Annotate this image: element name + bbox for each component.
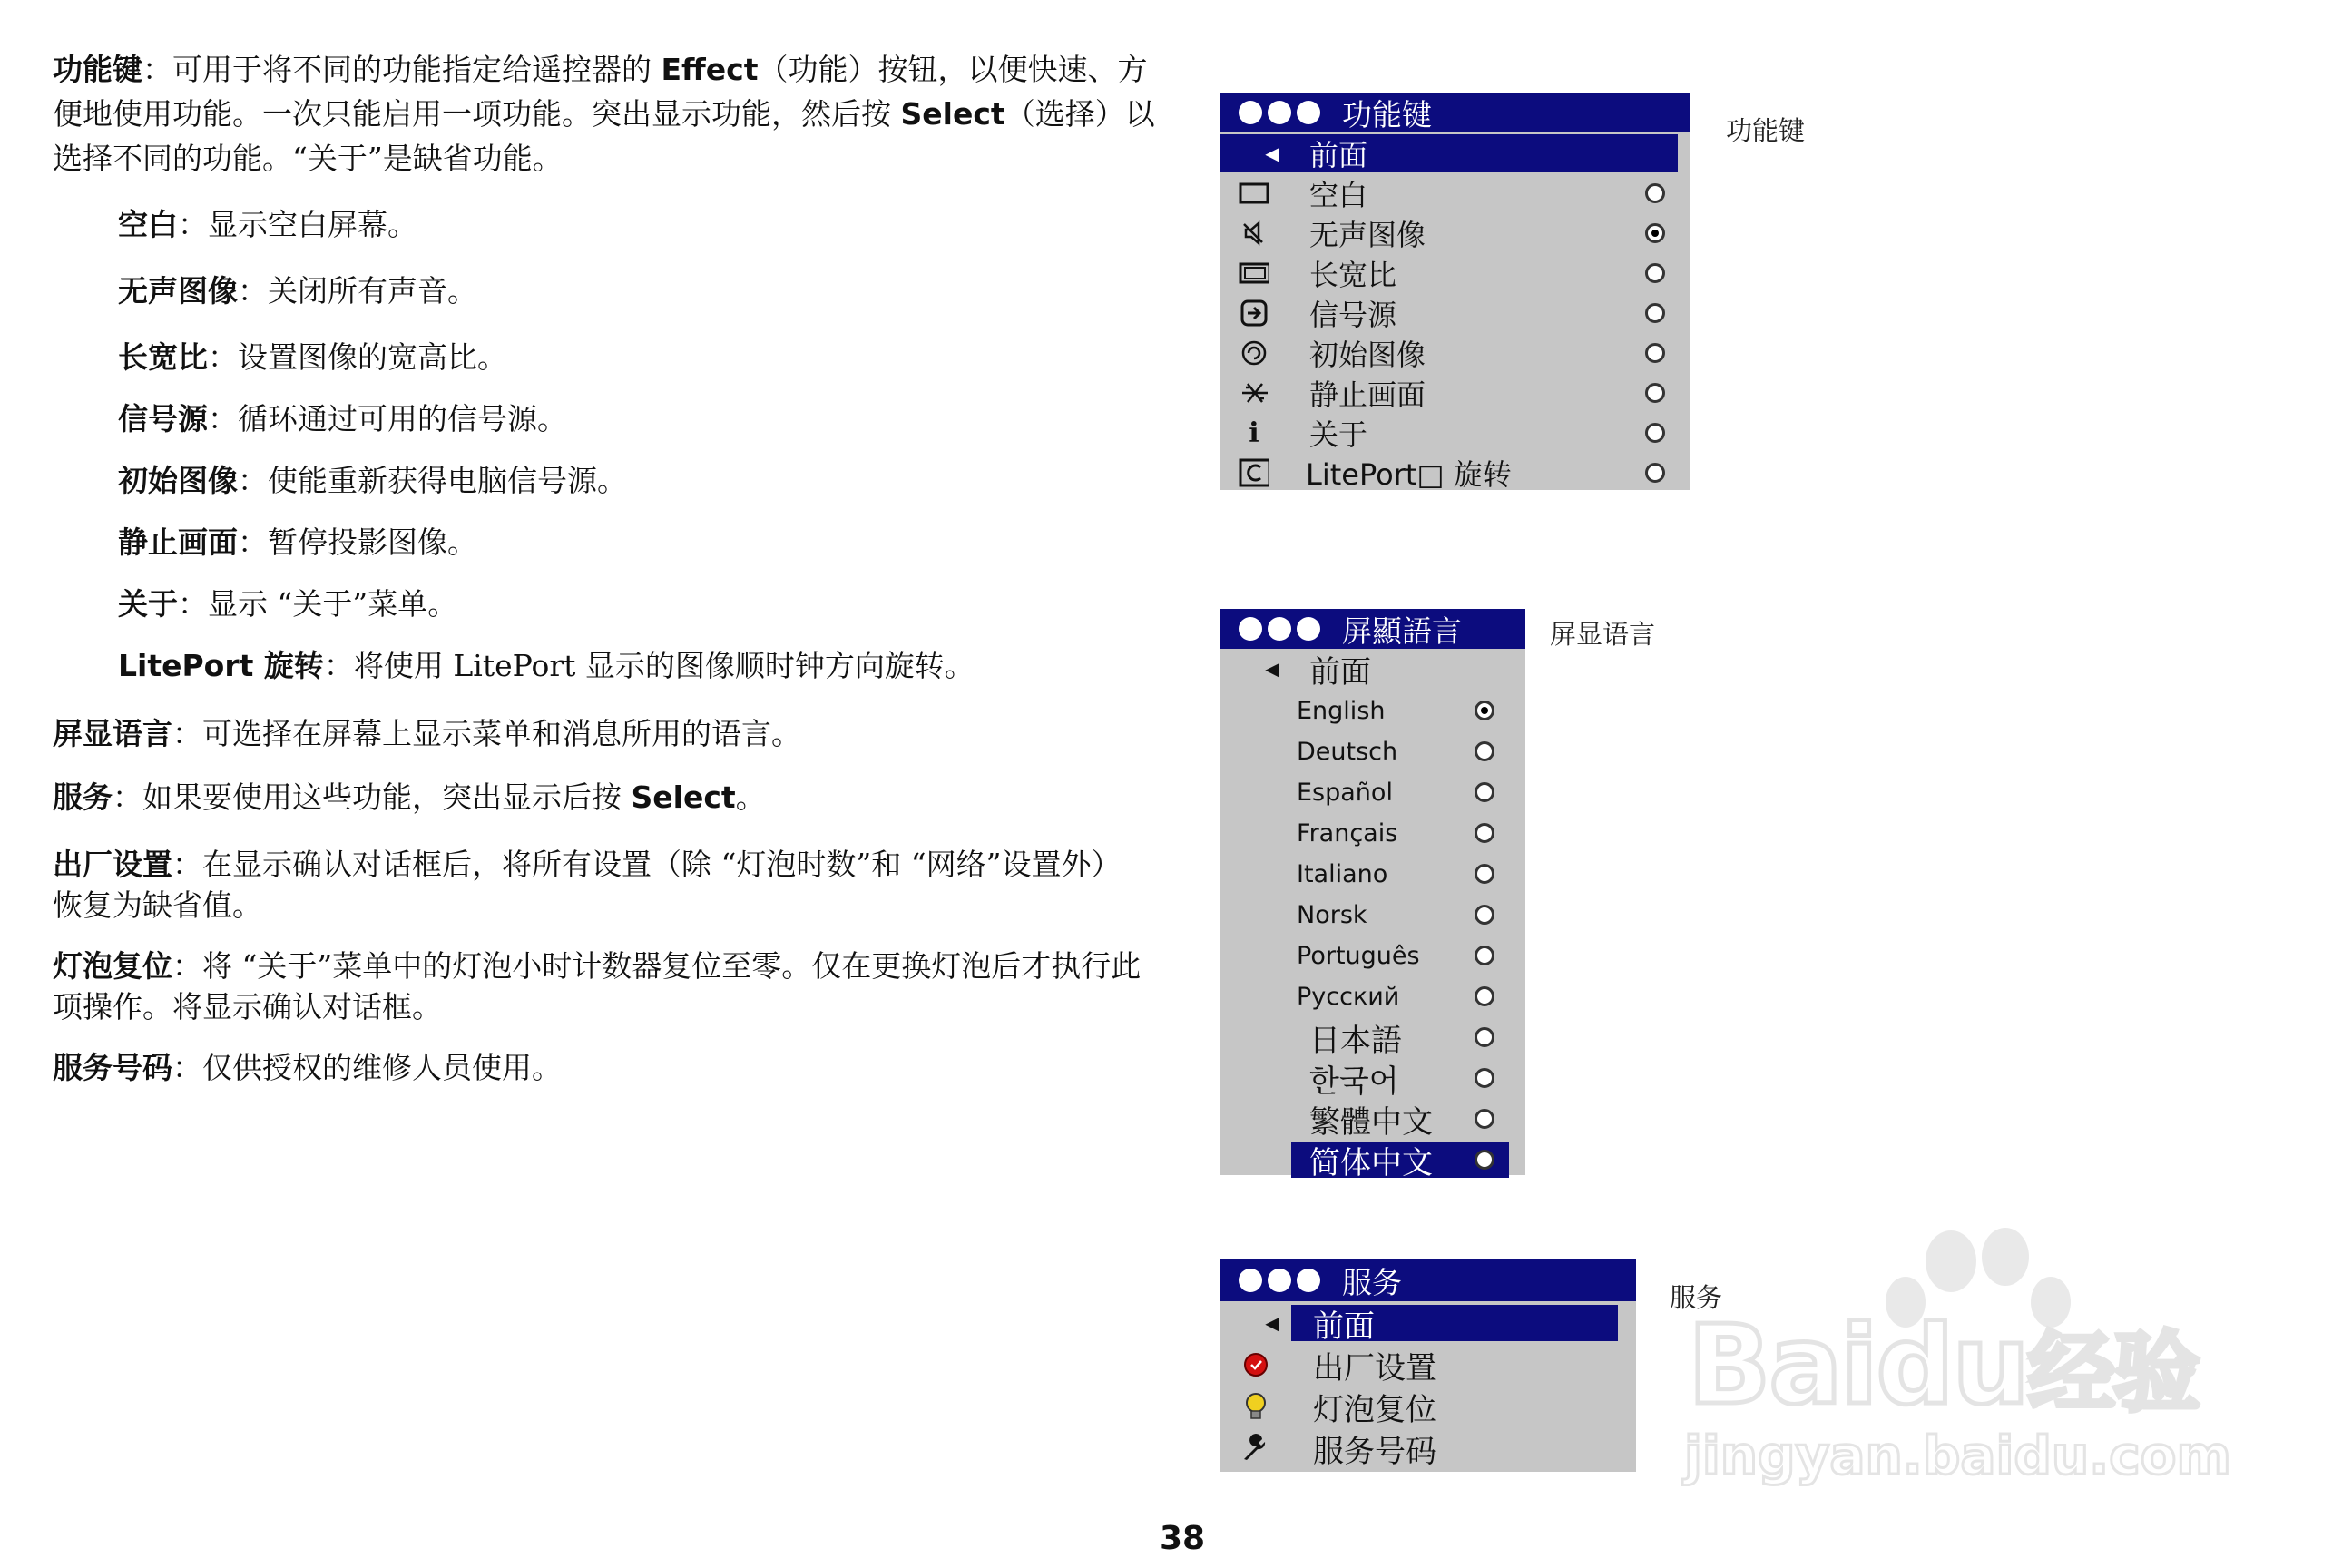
menu-item-lamp-reset[interactable] bbox=[1220, 1387, 1636, 1426]
colon: ： bbox=[178, 207, 208, 242]
radio-button[interactable] bbox=[1645, 383, 1665, 403]
term: 出厂设置 bbox=[53, 847, 172, 882]
radio-button[interactable] bbox=[1475, 1068, 1494, 1088]
menu-item-label: 关于 bbox=[1309, 417, 1368, 452]
menu-item-auto-image[interactable] bbox=[1220, 333, 1690, 373]
menu-item-label: 服务号码 bbox=[1313, 1433, 1436, 1470]
menu-item-mute[interactable] bbox=[1220, 213, 1690, 253]
language-label: 繁體中文 bbox=[1309, 1103, 1433, 1141]
menu-item-service-code[interactable] bbox=[1220, 1428, 1636, 1468]
desc: 关闭所有声音。 bbox=[268, 273, 477, 309]
language-label: Español bbox=[1297, 778, 1393, 807]
term: 无声图像 bbox=[118, 273, 238, 309]
language-label: Français bbox=[1297, 818, 1398, 848]
language-option[interactable] bbox=[1220, 1140, 1525, 1180]
colon: ： bbox=[238, 524, 268, 560]
radio-button[interactable] bbox=[1475, 741, 1494, 761]
term-effect-key: 功能键 bbox=[53, 52, 142, 87]
menu-item-aspect[interactable] bbox=[1220, 253, 1690, 293]
menu-item-label: 前面 bbox=[1313, 1308, 1375, 1345]
brand-part: 经验 bbox=[2027, 1322, 2199, 1424]
language-option[interactable] bbox=[1220, 854, 1525, 894]
effect-key-menu bbox=[1220, 93, 1690, 490]
radio-button[interactable] bbox=[1475, 1150, 1494, 1170]
radio-button[interactable] bbox=[1645, 343, 1665, 363]
desc: 显示 “关于”菜单。 bbox=[208, 586, 458, 622]
menu-title-bar bbox=[1220, 1259, 1636, 1301]
menu-item-back[interactable] bbox=[1220, 1303, 1636, 1343]
language-label: Italiano bbox=[1297, 859, 1388, 888]
language-option[interactable] bbox=[1220, 1017, 1525, 1057]
menu-item-back[interactable] bbox=[1220, 133, 1690, 173]
desc: 循环通过可用的信号源。 bbox=[238, 401, 567, 436]
language-option[interactable] bbox=[1220, 895, 1525, 935]
term: LitePort 旋转 bbox=[118, 648, 324, 683]
factory-reset-icon bbox=[1240, 1349, 1271, 1380]
blank-screen-icon bbox=[1239, 178, 1269, 209]
menu-item-blank[interactable] bbox=[1220, 173, 1690, 213]
colon: ： bbox=[208, 401, 238, 436]
desc: 在显示确认对话框后，将所有设置（除 “灯泡时数”和 “网络”设置外）恢复为缺省值。 bbox=[53, 847, 1122, 923]
language-option[interactable] bbox=[1220, 976, 1525, 1016]
service-caption: 服务 bbox=[1670, 1282, 1723, 1313]
desc: 仅供授权的维修人员使用。 bbox=[202, 1050, 562, 1085]
term: 服务 bbox=[53, 779, 113, 815]
def-mute bbox=[118, 268, 477, 310]
radio-button-selected[interactable] bbox=[1645, 223, 1665, 243]
term: 信号源 bbox=[118, 401, 208, 436]
effect-word: Effect bbox=[661, 52, 759, 87]
menu-item-label: 信号源 bbox=[1309, 298, 1397, 332]
window-dots-icon bbox=[1239, 617, 1320, 641]
text: 。 bbox=[735, 779, 766, 815]
source-icon bbox=[1239, 298, 1269, 328]
radio-button[interactable] bbox=[1645, 303, 1665, 323]
menu-item-about[interactable] bbox=[1220, 413, 1690, 453]
menu-item-liteport-rotate[interactable] bbox=[1220, 453, 1690, 493]
def-freeze bbox=[118, 519, 477, 562]
def-blank bbox=[118, 201, 417, 244]
menu-title: 屏顯語言 bbox=[1342, 612, 1462, 649]
info-icon: i bbox=[1249, 416, 1259, 449]
radio-button[interactable] bbox=[1475, 782, 1494, 802]
desc: 使能重新获得电脑信号源。 bbox=[268, 463, 627, 498]
select-word: Select bbox=[631, 779, 736, 815]
colon: ： bbox=[208, 339, 238, 375]
language-option[interactable] bbox=[1220, 731, 1525, 771]
desc: 将使用 LitePort 显示的图像顺时钟方向旋转。 bbox=[353, 648, 975, 683]
radio-button[interactable] bbox=[1645, 423, 1665, 443]
term: 长宽比 bbox=[118, 339, 208, 375]
para-osd-language bbox=[53, 713, 801, 754]
window-dots-icon bbox=[1239, 101, 1320, 124]
para-service-code bbox=[53, 1047, 562, 1088]
colon: ： bbox=[172, 948, 202, 984]
radio-button[interactable] bbox=[1475, 1109, 1494, 1129]
desc: 如果要使用这些功能，突出显示后按 bbox=[142, 779, 632, 815]
osd-language-menu bbox=[1220, 609, 1525, 1181]
radio-button[interactable] bbox=[1475, 864, 1494, 884]
menu-item-label: 前面 bbox=[1309, 138, 1368, 172]
def-auto-image bbox=[118, 457, 627, 500]
brand-part: du bbox=[1876, 1303, 2028, 1429]
text: 可用于将不同的功能指定给遥控器的 bbox=[172, 52, 662, 87]
menu-item-label: 无声图像 bbox=[1309, 218, 1426, 252]
text: （选择）以选择不同的功能。“关于”是缺省功能。 bbox=[53, 96, 1155, 176]
desc: 暂停投影图像。 bbox=[268, 524, 477, 560]
radio-button[interactable] bbox=[1475, 905, 1494, 925]
term: 初始图像 bbox=[118, 463, 238, 498]
language-label: 日本語 bbox=[1309, 1022, 1402, 1059]
radio-button-selected[interactable] bbox=[1475, 701, 1494, 720]
menu-item-label: 初始图像 bbox=[1309, 338, 1426, 372]
document-text bbox=[53, 47, 1160, 201]
para-effect-key bbox=[53, 47, 1160, 181]
menu-item-back[interactable] bbox=[1220, 649, 1525, 689]
term: 屏显语言 bbox=[53, 716, 172, 751]
language-label: Português bbox=[1297, 941, 1420, 970]
auto-image-icon bbox=[1239, 338, 1269, 368]
radio-button[interactable] bbox=[1645, 183, 1665, 203]
menu-title: 服务 bbox=[1342, 1264, 1402, 1300]
colon: ： bbox=[172, 1050, 202, 1085]
menu-item-label: LitePort□ 旋转 bbox=[1306, 457, 1512, 492]
desc: 将 “关于”菜单中的灯泡小时计数器复位至零。仅在更换灯泡后才执行此项操作。将显示确认对话框。 bbox=[53, 948, 1142, 1024]
aspect-ratio-icon bbox=[1239, 258, 1269, 289]
language-option[interactable] bbox=[1220, 813, 1525, 853]
radio-button[interactable] bbox=[1645, 463, 1665, 483]
service-menu bbox=[1220, 1259, 1636, 1472]
text: （功能）按钮，以便快速、方便地使用功能。一次只能启用一项功能。突出显示功能，然后按 bbox=[53, 52, 1148, 132]
back-arrow-icon: ◀ bbox=[1265, 1312, 1279, 1334]
language-label: English bbox=[1297, 696, 1386, 725]
menu-item-label: 出厂设置 bbox=[1313, 1349, 1436, 1387]
menu-title-bar bbox=[1220, 93, 1690, 132]
language-option[interactable] bbox=[1220, 691, 1525, 730]
language-label: Deutsch bbox=[1297, 737, 1398, 766]
menu-item-label: 灯泡复位 bbox=[1313, 1391, 1436, 1428]
baidu-watermark-logo bbox=[1679, 1216, 2241, 1488]
colon: ： bbox=[113, 779, 142, 815]
menu-item-source[interactable] bbox=[1220, 293, 1690, 333]
def-liteport bbox=[118, 642, 975, 685]
menu-item-label: 空白 bbox=[1309, 178, 1368, 212]
def-source bbox=[118, 396, 567, 438]
select-word: Select bbox=[900, 96, 1005, 132]
back-arrow-icon: ◀ bbox=[1265, 658, 1279, 680]
radio-button[interactable] bbox=[1475, 823, 1494, 843]
mute-icon bbox=[1239, 218, 1269, 249]
language-option[interactable] bbox=[1220, 1099, 1525, 1139]
colon: ： bbox=[238, 463, 268, 498]
effect-key-caption: 功能键 bbox=[1726, 115, 1806, 146]
liteport-rotate-icon bbox=[1239, 457, 1269, 488]
desc: 可选择在屏幕上显示菜单和消息所用的语言。 bbox=[202, 716, 801, 751]
colon: ： bbox=[323, 648, 354, 683]
menu-item-label: 前面 bbox=[1309, 653, 1371, 691]
para-service bbox=[53, 777, 766, 818]
para-lamp-reset bbox=[53, 946, 1160, 1027]
service-wrench-icon bbox=[1240, 1433, 1271, 1464]
radio-button[interactable] bbox=[1645, 263, 1665, 283]
radio-button[interactable] bbox=[1475, 1027, 1494, 1047]
language-option[interactable] bbox=[1220, 772, 1525, 812]
menu-title: 功能键 bbox=[1342, 96, 1432, 132]
menu-item-factory-reset[interactable] bbox=[1220, 1345, 1636, 1385]
menu-title-bar bbox=[1220, 609, 1525, 649]
radio-button[interactable] bbox=[1475, 946, 1494, 965]
colon: ： bbox=[238, 273, 268, 309]
page-number: 38 bbox=[1160, 1520, 1206, 1557]
freeze-icon bbox=[1239, 377, 1269, 408]
language-option[interactable] bbox=[1220, 1058, 1525, 1098]
language-label: 한국어 bbox=[1309, 1063, 1399, 1100]
window-dots-icon bbox=[1239, 1269, 1320, 1292]
colon: ： bbox=[142, 52, 172, 87]
desc: 显示空白屏幕。 bbox=[208, 207, 417, 242]
para-factory-reset bbox=[53, 844, 1142, 926]
language-label: 简体中文 bbox=[1309, 1144, 1433, 1181]
def-about bbox=[118, 581, 457, 623]
def-aspect bbox=[118, 334, 507, 377]
language-label: Norsk bbox=[1297, 900, 1367, 929]
brand-part: Bai bbox=[1688, 1303, 1877, 1429]
menu-item-freeze[interactable] bbox=[1220, 373, 1690, 413]
menu-item-label: 长宽比 bbox=[1309, 258, 1397, 292]
term: 灯泡复位 bbox=[53, 948, 172, 984]
colon: ： bbox=[172, 847, 202, 882]
back-arrow-icon: ◀ bbox=[1265, 142, 1279, 164]
language-option[interactable] bbox=[1220, 936, 1525, 975]
desc: 设置图像的宽高比。 bbox=[238, 339, 507, 375]
lamp-bulb-icon bbox=[1240, 1391, 1271, 1422]
term: 空白 bbox=[118, 207, 178, 242]
baidu-brand bbox=[1688, 1303, 2199, 1429]
menu-item-label: 静止画面 bbox=[1309, 377, 1426, 412]
term: 服务号码 bbox=[53, 1050, 172, 1085]
language-label: Русский bbox=[1297, 982, 1400, 1011]
term: 静止画面 bbox=[118, 524, 238, 560]
osd-language-caption: 屏显语言 bbox=[1550, 619, 1656, 650]
term: 关于 bbox=[118, 586, 178, 622]
radio-button[interactable] bbox=[1475, 986, 1494, 1006]
colon: ： bbox=[178, 586, 208, 622]
colon: ： bbox=[172, 716, 202, 751]
watermark-url: jingyan.baidu.com bbox=[1684, 1425, 2231, 1486]
